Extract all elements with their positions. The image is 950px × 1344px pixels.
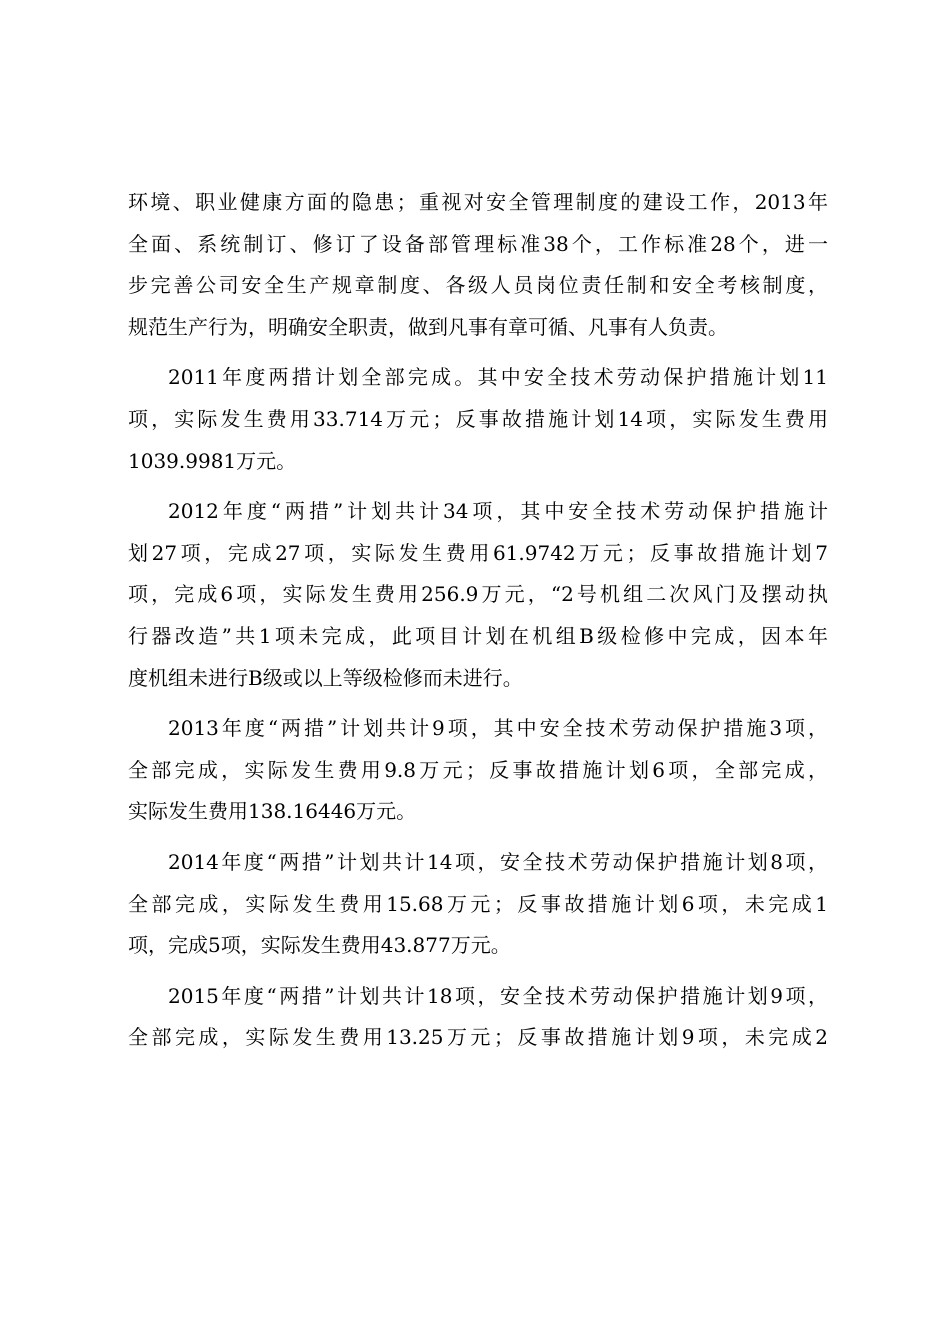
paragraph-2012 — [128, 491, 828, 699]
text-line: 度机组未进行B级或以上等级检修而未进行。 — [128, 665, 523, 690]
text-line: 项，完成6项，实际发生费用256.9万元，“2号机组二次风门及摆动执 — [128, 582, 828, 607]
text-line: 划27项，完成27项，实际发生费用61.9742万元；反事故措施计划7 — [128, 540, 828, 565]
text-line: 全部完成，实际发生费用9.8万元；反事故措施计划6项，全部完成， — [128, 757, 828, 782]
text-line: 2014年度“两措”计划共计14项，安全技术劳动保护措施计划8项， — [168, 849, 828, 874]
text-line: 2011年度两措计划全部完成。其中安全技术劳动保护措施计划11 — [168, 365, 828, 390]
text-line: 步完善公司安全生产规章制度、各级人员岗位责任制和安全考核制度， — [128, 273, 828, 298]
paragraph-2013 — [128, 708, 828, 833]
text-line: 项，完成5项，实际发生费用43.877万元。 — [128, 933, 511, 958]
paragraph-2014 — [128, 842, 828, 967]
text-line: 实际发生费用138.16446万元。 — [128, 799, 417, 824]
paragraph-2015 — [128, 976, 828, 1059]
text-line: 环境、职业健康方面的隐患；重视对安全管理制度的建设工作，2013年 — [128, 190, 828, 214]
text-line: 全部完成，实际发生费用13.25万元；反事故措施计划9项，未完成2 — [128, 1025, 828, 1050]
text-line: 1039.9981万元。 — [128, 448, 297, 473]
paragraph-2011 — [128, 357, 828, 482]
text-line: 项，实际发生费用33.714万元；反事故措施计划14项，实际发生费用 — [128, 406, 828, 431]
text-line: 规范生产行为，明确安全职责，做到凡事有章可循、凡事有人负责。 — [128, 314, 728, 339]
paragraph-safety-hazards — [128, 182, 828, 348]
text-line: 行器改造”共1项未完成，此项目计划在机组B级检修中完成，因本年 — [128, 623, 828, 648]
text-line: 2012年度“两措”计划共计34项，其中安全技术劳动保护措施计 — [168, 499, 828, 524]
text-line: 2015年度“两措”计划共计18项，安全技术劳动保护措施计划9项， — [168, 983, 828, 1008]
document-body — [128, 182, 828, 1059]
text-line: 全部完成，实际发生费用15.68万元；反事故措施计划6项，未完成1 — [128, 891, 828, 916]
text-line: 2013年度“两措”计划共计9项，其中安全技术劳动保护措施3项， — [168, 716, 828, 741]
text-line: 全面、系统制订、修订了设备部管理标准38个，工作标准28个，进一 — [128, 231, 828, 256]
